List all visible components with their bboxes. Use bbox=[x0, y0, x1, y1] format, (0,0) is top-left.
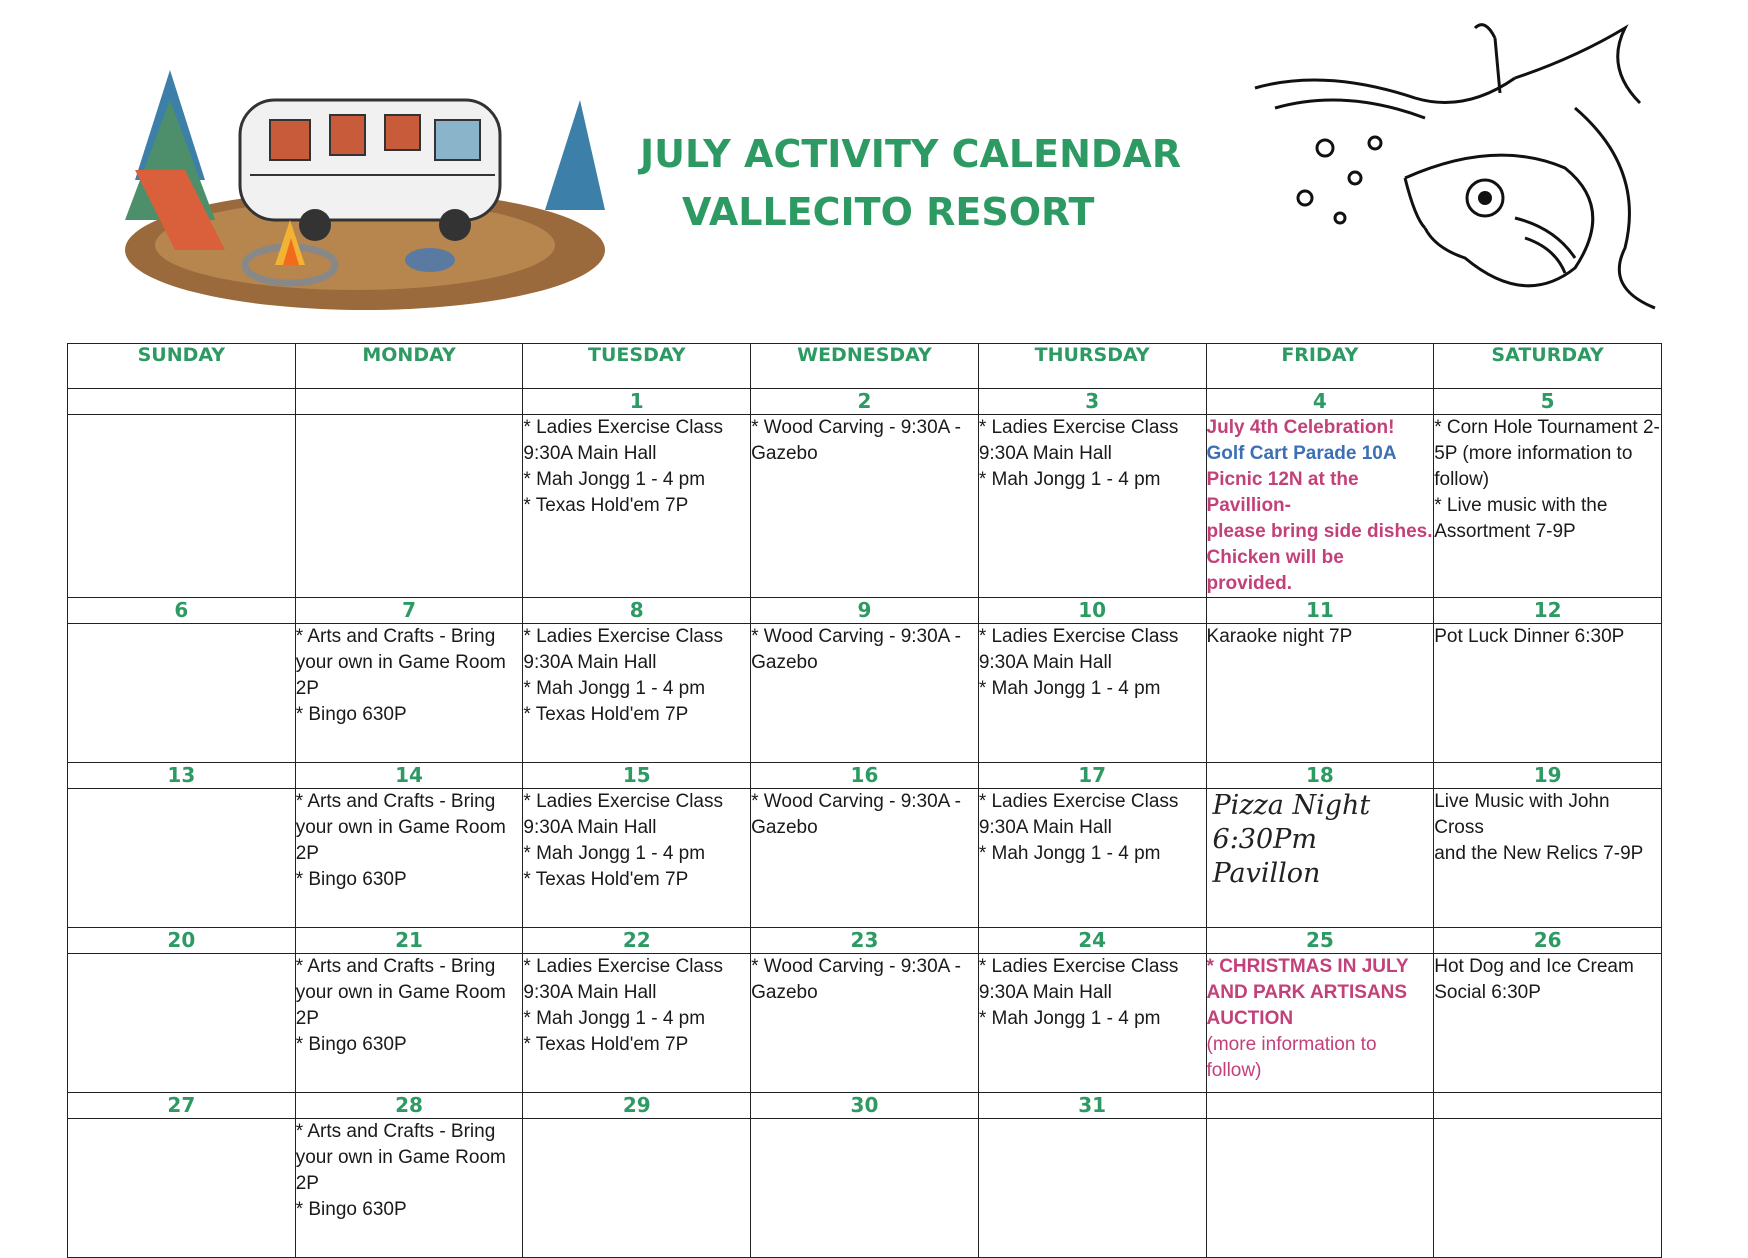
event-entry: Hot Dog and Ice Cream Social 6:30P bbox=[1434, 956, 1634, 1003]
date-number: 25 bbox=[1206, 928, 1434, 954]
day-cell bbox=[523, 954, 751, 1093]
date-number: 2 bbox=[751, 389, 979, 415]
title-line-2: VALLECITO RESORT bbox=[682, 190, 1095, 234]
event-entry: * Bingo 630P bbox=[295, 704, 407, 725]
day-cell bbox=[1434, 789, 1662, 928]
date-number bbox=[1206, 1093, 1434, 1119]
date-number: 4 bbox=[1206, 389, 1434, 415]
event-entry: * Mah Jongg 1 - 4 pm bbox=[523, 1008, 706, 1029]
event-entry: * Ladies Exercise Class 9:30A Main Hall bbox=[523, 791, 723, 838]
date-number: 7 bbox=[295, 598, 523, 624]
event-entry: * Wood Carving - 9:30A - Gazebo bbox=[751, 417, 961, 464]
week-date-row bbox=[68, 389, 1662, 415]
date-number: 24 bbox=[978, 928, 1206, 954]
event-entry: * Wood Carving - 9:30A - Gazebo bbox=[751, 626, 961, 673]
day-cell bbox=[295, 624, 523, 763]
date-number: 5 bbox=[1434, 389, 1662, 415]
day-cell bbox=[1434, 415, 1662, 598]
date-number: 27 bbox=[68, 1093, 296, 1119]
day-header-thursday: THURSDAY bbox=[978, 344, 1206, 389]
event-entry: * Texas Hold'em 7P bbox=[523, 704, 689, 725]
date-number: 10 bbox=[978, 598, 1206, 624]
event-entry: * Mah Jongg 1 - 4 pm bbox=[523, 469, 706, 490]
event-entry: * Mah Jongg 1 - 4 pm bbox=[523, 678, 706, 699]
event-entry: * Arts and Crafts - Bring your own in Game Room 2P bbox=[295, 1121, 506, 1194]
date-number bbox=[295, 389, 523, 415]
event-entry: * Bingo 630P bbox=[295, 869, 407, 890]
day-cell bbox=[295, 415, 523, 598]
date-number: 26 bbox=[1434, 928, 1662, 954]
week-events-row bbox=[68, 624, 1662, 763]
event-entry: * Mah Jongg 1 - 4 pm bbox=[978, 843, 1161, 864]
week-date-row bbox=[68, 928, 1662, 954]
day-cell bbox=[68, 789, 296, 928]
handwritten-event: Pizza Night 6:30Pm Pavillon bbox=[1212, 790, 1371, 889]
event-entry: * Mah Jongg 1 - 4 pm bbox=[978, 1008, 1161, 1029]
date-number: 22 bbox=[523, 928, 751, 954]
calendar-title bbox=[640, 125, 1181, 241]
day-cell bbox=[523, 789, 751, 928]
week-date-row bbox=[68, 598, 1662, 624]
event-entry: * Wood Carving - 9:30A - Gazebo bbox=[751, 956, 961, 1003]
date-number: 18 bbox=[1206, 763, 1434, 789]
event-entry: July 4th Celebration! bbox=[1206, 417, 1395, 438]
week-events-row bbox=[68, 415, 1662, 598]
day-cell bbox=[523, 415, 751, 598]
event-entry: * Ladies Exercise Class 9:30A Main Hall bbox=[978, 626, 1179, 673]
date-number: 20 bbox=[68, 928, 296, 954]
date-number: 12 bbox=[1434, 598, 1662, 624]
day-cell bbox=[1434, 1119, 1662, 1258]
day-cell bbox=[1206, 1119, 1434, 1258]
event-entry: * Arts and Crafts - Bring your own in Game Room 2P bbox=[295, 791, 506, 864]
event-entry: Live Music with John Cross and the New Relics 7-9P bbox=[1434, 791, 1644, 864]
date-number bbox=[1434, 1093, 1662, 1119]
day-cell bbox=[978, 1119, 1206, 1258]
day-cell bbox=[751, 954, 979, 1093]
event-entry: * Arts and Crafts - Bring your own in Game Room 2P bbox=[295, 626, 506, 699]
event-entry: * Mah Jongg 1 - 4 pm bbox=[978, 678, 1161, 699]
day-header-friday: FRIDAY bbox=[1206, 344, 1434, 389]
day-cell bbox=[1434, 954, 1662, 1093]
day-cell bbox=[751, 1119, 979, 1258]
event-entry: * Ladies Exercise Class 9:30A Main Hall bbox=[523, 956, 723, 1003]
event-entry: Picnic 12N at the Pavillion- please bring side dishes. Chicken will be provided. bbox=[1206, 469, 1433, 594]
date-number: 13 bbox=[68, 763, 296, 789]
week-events-row bbox=[68, 954, 1662, 1093]
jumping-fish-illustration bbox=[1245, 18, 1665, 318]
day-of-week-header-row bbox=[68, 344, 1662, 389]
date-number: 31 bbox=[978, 1093, 1206, 1119]
event-entry: * Ladies Exercise Class 9:30A Main Hall bbox=[978, 417, 1179, 464]
day-cell bbox=[68, 954, 296, 1093]
day-header-tuesday: TUESDAY bbox=[523, 344, 751, 389]
date-number: 28 bbox=[295, 1093, 523, 1119]
day-cell bbox=[523, 1119, 751, 1258]
event-entry: Golf Cart Parade 10A bbox=[1206, 443, 1397, 464]
week-date-row bbox=[68, 1093, 1662, 1119]
activity-calendar-grid bbox=[67, 343, 1662, 1258]
day-cell bbox=[978, 954, 1206, 1093]
event-entry: * Ladies Exercise Class 9:30A Main Hall bbox=[523, 417, 723, 464]
date-number: 1 bbox=[523, 389, 751, 415]
day-cell bbox=[295, 1119, 523, 1258]
event-entry: * Corn Hole Tournament 2- 5P (more information to follow) bbox=[1434, 417, 1660, 490]
event-entry: * Mah Jongg 1 - 4 pm bbox=[523, 843, 706, 864]
day-cell bbox=[1206, 954, 1434, 1093]
event-entry: (more information to follow) bbox=[1206, 1034, 1377, 1081]
date-number: 8 bbox=[523, 598, 751, 624]
date-number: 21 bbox=[295, 928, 523, 954]
day-cell bbox=[751, 789, 979, 928]
event-entry: * Mah Jongg 1 - 4 pm bbox=[978, 469, 1161, 490]
week-date-row bbox=[68, 763, 1662, 789]
event-entry: * Live music with the Assortment 7-9P bbox=[1434, 495, 1608, 542]
day-cell bbox=[295, 954, 523, 1093]
day-cell bbox=[523, 624, 751, 763]
date-number bbox=[68, 389, 296, 415]
date-number: 29 bbox=[523, 1093, 751, 1119]
day-cell bbox=[978, 415, 1206, 598]
date-number: 30 bbox=[751, 1093, 979, 1119]
date-number: 14 bbox=[295, 763, 523, 789]
event-entry: * Bingo 630P bbox=[295, 1199, 407, 1220]
event-entry: * Wood Carving - 9:30A - Gazebo bbox=[751, 791, 961, 838]
date-number: 19 bbox=[1434, 763, 1662, 789]
day-cell bbox=[978, 789, 1206, 928]
event-entry: * Ladies Exercise Class 9:30A Main Hall bbox=[978, 956, 1179, 1003]
date-number: 11 bbox=[1206, 598, 1434, 624]
date-number: 15 bbox=[523, 763, 751, 789]
day-cell bbox=[978, 624, 1206, 763]
day-cell bbox=[1206, 415, 1434, 598]
title-line-1: JULY ACTIVITY CALENDAR bbox=[640, 132, 1182, 176]
day-cell bbox=[1434, 624, 1662, 763]
week-events-row bbox=[68, 1119, 1662, 1258]
day-cell bbox=[751, 624, 979, 763]
date-number: 9 bbox=[751, 598, 979, 624]
date-number: 23 bbox=[751, 928, 979, 954]
week-events-row bbox=[68, 789, 1662, 928]
event-entry: * Bingo 630P bbox=[295, 1034, 407, 1055]
day-cell bbox=[68, 1119, 296, 1258]
day-cell bbox=[295, 789, 523, 928]
event-entry: * Ladies Exercise Class 9:30A Main Hall bbox=[523, 626, 723, 673]
day-cell bbox=[1206, 624, 1434, 763]
event-entry: * Ladies Exercise Class 9:30A Main Hall bbox=[978, 791, 1179, 838]
event-entry: * CHRISTMAS IN JULY AND PARK ARTISANS AUCTION bbox=[1206, 956, 1409, 1029]
date-number: 3 bbox=[978, 389, 1206, 415]
camping-rv-illustration bbox=[115, 60, 605, 310]
event-entry: Karaoke night 7P bbox=[1206, 626, 1353, 647]
event-entry: Pot Luck Dinner 6:30P bbox=[1434, 626, 1625, 647]
day-header-monday: MONDAY bbox=[295, 344, 523, 389]
day-cell bbox=[68, 624, 296, 763]
date-number: 17 bbox=[978, 763, 1206, 789]
date-number: 6 bbox=[68, 598, 296, 624]
date-number: 16 bbox=[751, 763, 979, 789]
event-entry: * Texas Hold'em 7P bbox=[523, 869, 689, 890]
day-cell bbox=[751, 415, 979, 598]
event-entry: * Texas Hold'em 7P bbox=[523, 495, 689, 516]
day-cell bbox=[68, 415, 296, 598]
day-header-sunday: SUNDAY bbox=[68, 344, 296, 389]
event-entry: * Arts and Crafts - Bring your own in Game Room 2P bbox=[295, 956, 506, 1029]
day-header-wednesday: WEDNESDAY bbox=[751, 344, 979, 389]
event-entry: * Texas Hold'em 7P bbox=[523, 1034, 689, 1055]
day-header-saturday: SATURDAY bbox=[1434, 344, 1662, 389]
day-cell bbox=[1206, 789, 1434, 928]
